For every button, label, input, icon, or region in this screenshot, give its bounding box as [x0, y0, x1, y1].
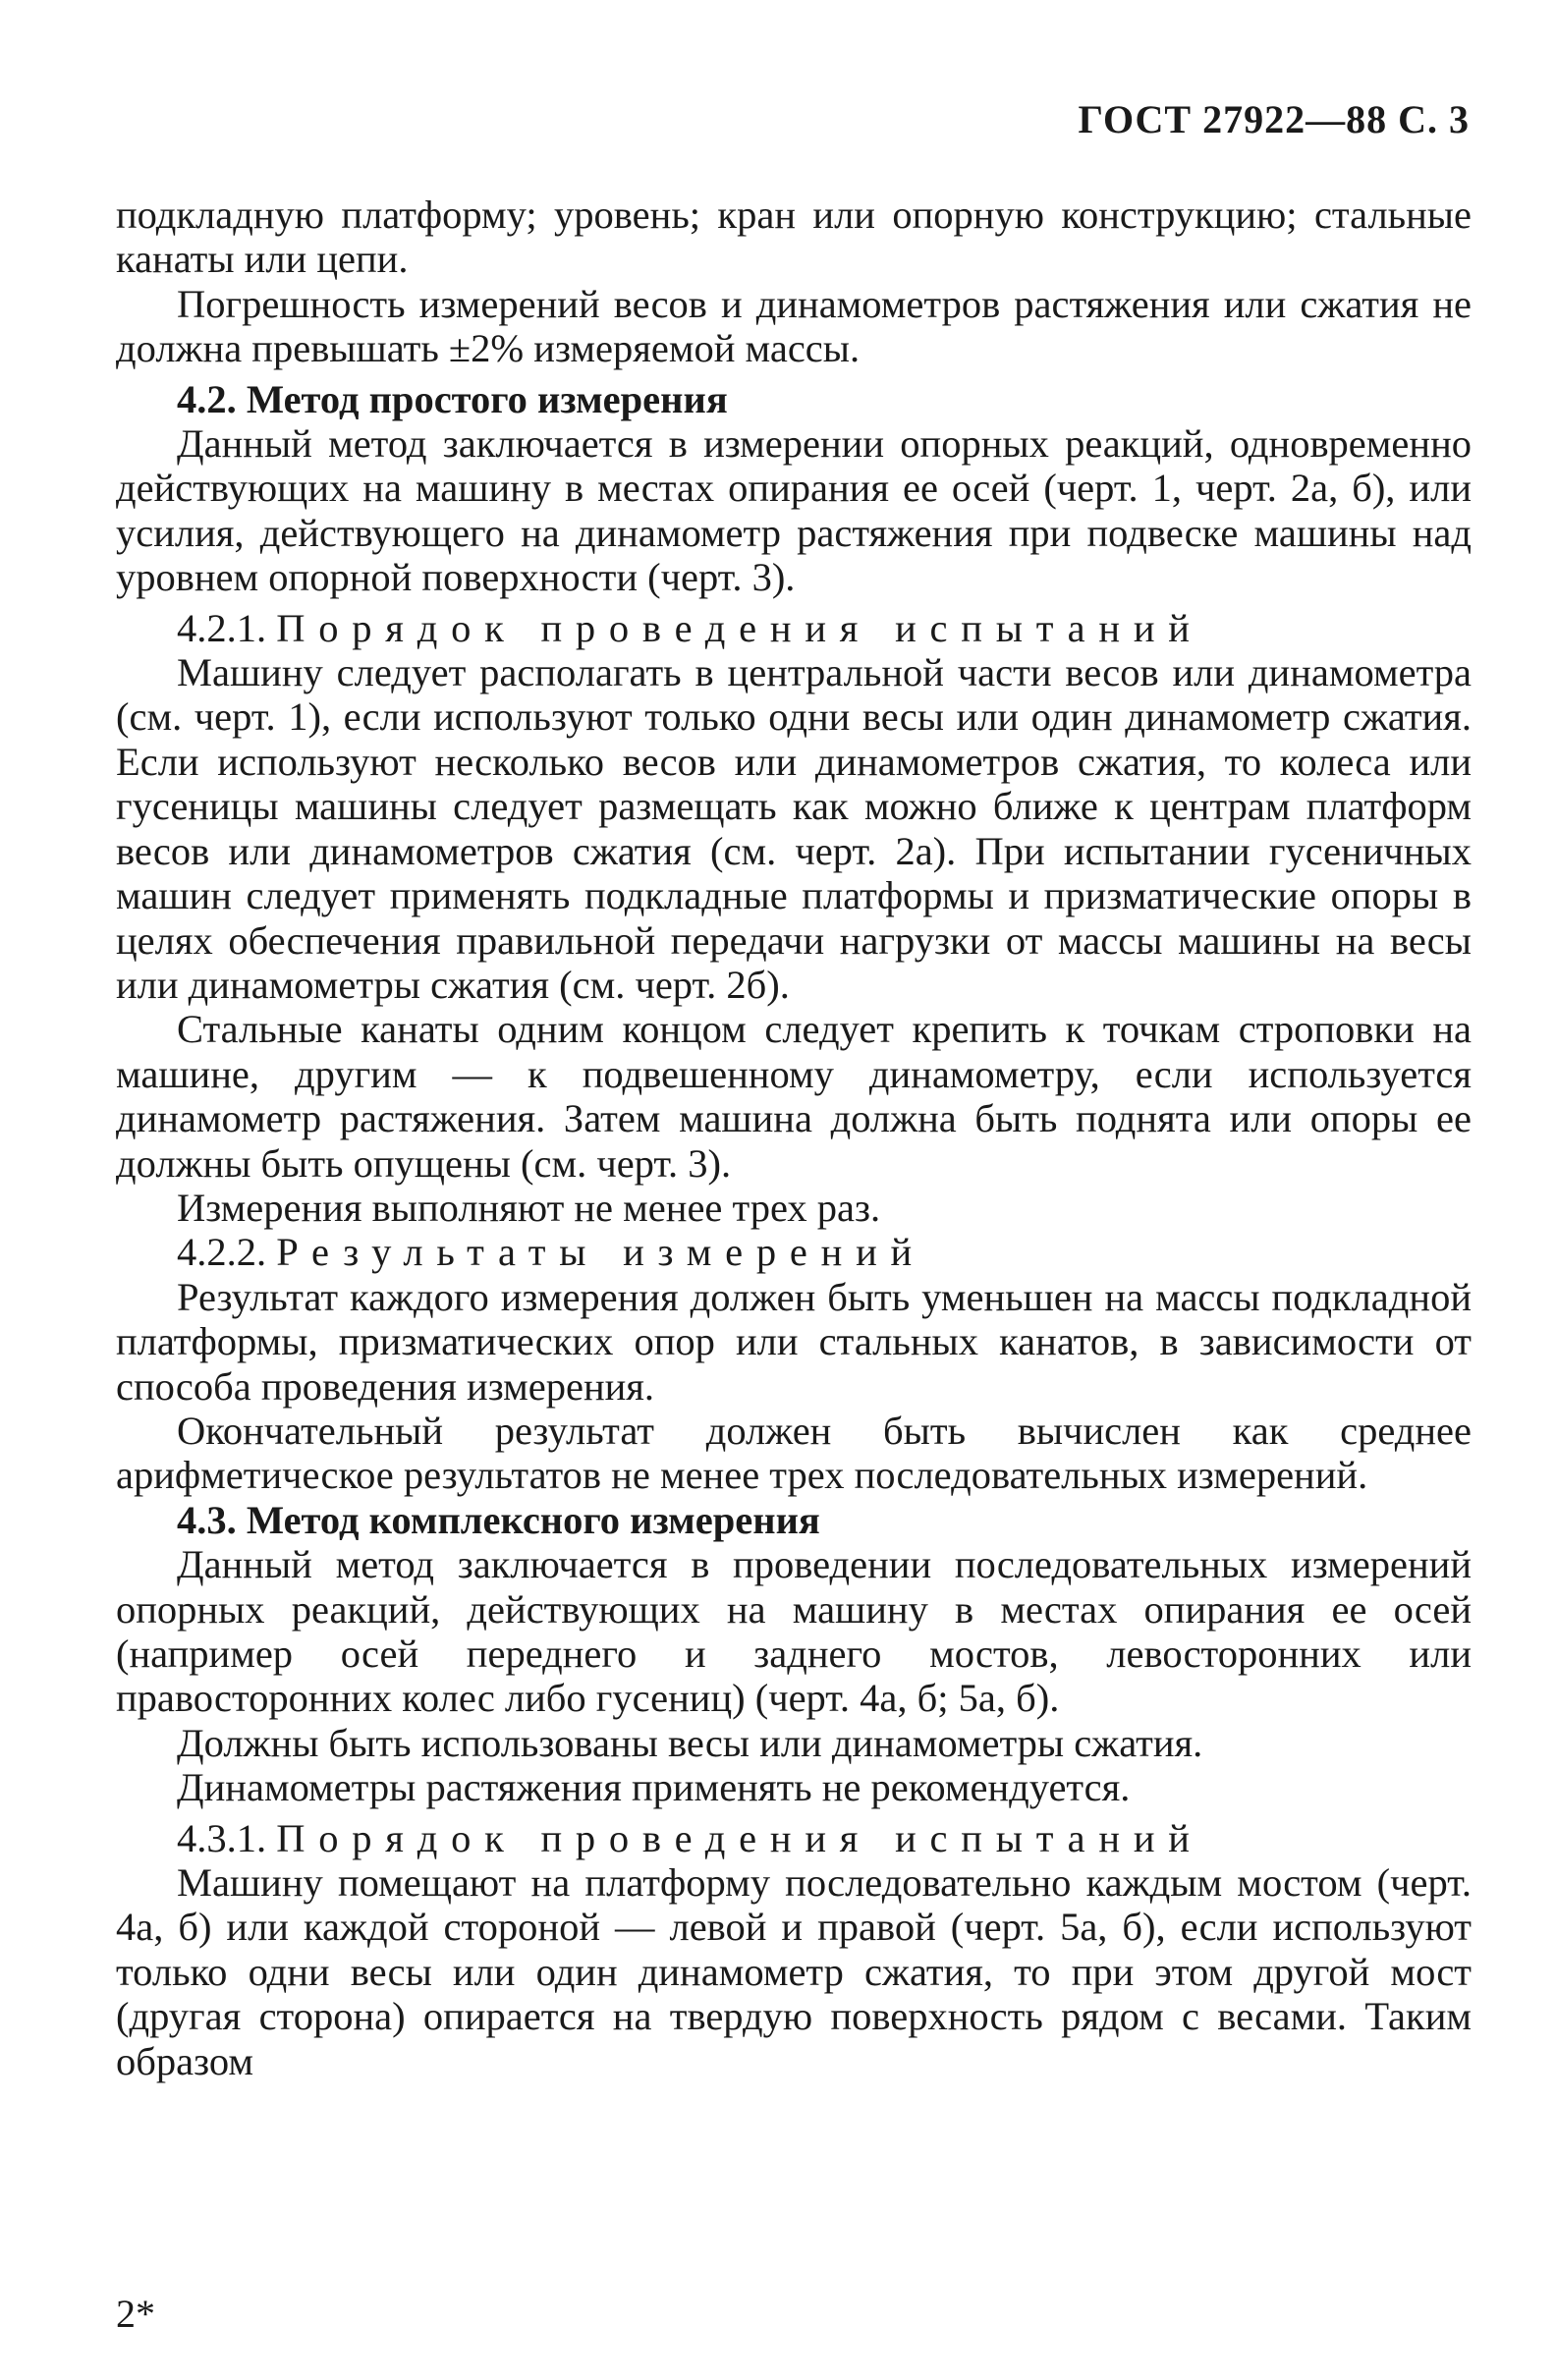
- heading-4-2-1-title: Порядок проведения испытаний: [276, 605, 1203, 650]
- paragraph-steel-ropes: Стальные канаты одним концом следует крепить к точкам строповки на машине, другим — к подвешенному динамометру, если используется динамометр растяжения. Затем машина должна быть поднята или опоры ее должны быть опущены (см. черт. 3).: [116, 1007, 1472, 1186]
- heading-4-3: 4.3. Метод комплексного измерения: [177, 1497, 820, 1542]
- heading-4-3-1: [116, 1816, 1472, 1860]
- paragraph-machine-placement: Машину следует располагать в центральной части весов или динамометра (см. черт. 1), если используют только одни весы или один динамометр сжатия. Если используют несколько весов или динамометров сжатия, то колеса или гусеницы машины следует размещать как можно ближе к центрам платформ весов или динамометров сжатия (см. черт. 2а). При испытании гусеничных машин следует применять подкладные платформы и призматические опоры в целях обеспечения правильной передачи нагрузки от массы машины на весы или динамометры сжатия (см. черт. 2б).: [116, 650, 1472, 1007]
- paragraph-not-recommended: Динамометры растяжения применять не рекомендуется.: [177, 1765, 1131, 1810]
- heading-4-2-2-title: Результаты измерений: [276, 1230, 925, 1275]
- paragraph-final-result: Окончательный результат должен быть вычислен как среднее арифметическое результатов не менее трех последовательных измерений.: [116, 1408, 1472, 1498]
- heading-4-2: 4.2. Метод простого измерения: [177, 376, 728, 421]
- paragraph-use-scales: Должны быть использованы весы или динамометры сжатия.: [177, 1720, 1203, 1765]
- paragraph-repeat-count: Измерения выполняют не менее трех раз.: [177, 1185, 881, 1230]
- heading-4-2-2: [116, 1230, 1472, 1274]
- page-footer-signature-mark: 2*: [116, 2292, 155, 2336]
- document-body: [116, 193, 1472, 2083]
- heading-4-2-2-number: 4.2.2.: [177, 1230, 267, 1275]
- paragraph-complex-method: Данный метод заключается в проведении последовательных измерений опорных реакций, действующих на машину в местах опирания ее осей (например осей переднего и заднего мостов, левосторонних или правосторонних колес либо гусениц) (черт. 4а, б; 5а, б).: [116, 1542, 1472, 1721]
- heading-4-2-1-number: 4.2.1.: [177, 605, 267, 650]
- paragraph-platform-procedure: Машину помещают на платформу последовательно каждым мостом (черт. 4а, б) или каждой стороной — левой и правой (черт. 5а, б), если используют только одни весы или один динамометр сжатия, то при этом другой мост (другая сторона) опирается на твердую поверхность рядом с весами. Таким образом: [116, 1860, 1472, 2083]
- paragraph-equipment-list: подкладную платформу; уровень; кран или опорную конструкцию; стальные канаты или цепи.: [116, 193, 1472, 282]
- paragraph-measurement-error: Погрешность измерений весов и динамометров растяжения или сжатия не должна превышать ±2% измеряемой массы.: [116, 281, 1472, 371]
- heading-4-3-1-number: 4.3.1.: [177, 1815, 267, 1860]
- heading-4-3-1-title: Порядок проведения испытаний: [276, 1815, 1203, 1860]
- heading-4-2-1: [116, 606, 1472, 650]
- paragraph-result-reduction: Результат каждого измерения должен быть уменьшен на массы подкладной платформы, призматических опор или стальных канатов, в зависимости от способа проведения измерения.: [116, 1274, 1472, 1409]
- page-header-standard: ГОСТ 27922—88 С. 3: [1078, 97, 1470, 141]
- paragraph-simple-method: Данный метод заключается в измерении опорных реакций, одновременно действующих на машину в местах опирания ее осей (черт. 1, черт. 2а, б), или усилия, действующего на динамометр растяжения при подвеске машины над уровнем опорной поверхности (черт. 3).: [116, 421, 1472, 600]
